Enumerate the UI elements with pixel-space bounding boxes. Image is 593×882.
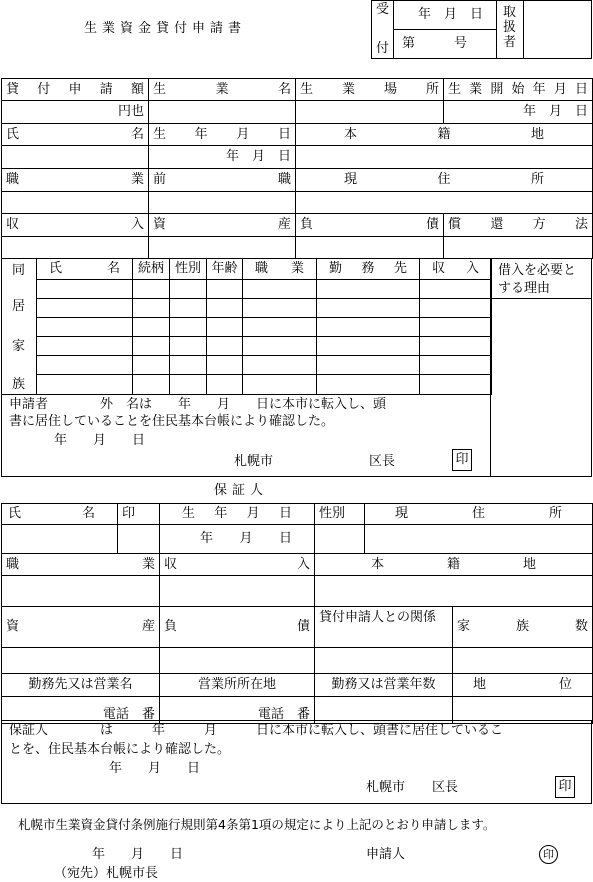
label-business-name: 生業名 <box>149 79 296 101</box>
g-label-debt: 負債 <box>160 607 315 648</box>
address-field[interactable] <box>296 192 593 214</box>
label-honseki: 本籍地 <box>296 124 593 146</box>
receipt-tsuki: 付 <box>376 41 390 56</box>
label-debt: 負債 <box>296 214 444 237</box>
birthdate-field[interactable]: 年 月 日 <box>149 146 296 169</box>
label-occupation: 職業 <box>2 169 149 192</box>
receipt-handler: 取扱者 <box>503 5 517 50</box>
applicant-seal-circle: 印 <box>539 845 558 864</box>
applicant-signature-label: 申請人 <box>366 847 406 862</box>
debt-field[interactable] <box>296 237 444 259</box>
addressee: （宛先）札幌市長 <box>54 866 159 881</box>
g-label-income: 収入 <box>160 554 315 576</box>
business-start-field[interactable]: 年 月 日 <box>444 101 593 124</box>
previous-job-field[interactable] <box>149 192 296 214</box>
g-occupation-field[interactable] <box>2 576 160 607</box>
label-business-place: 生業場所 <box>296 79 444 101</box>
g-workplace-phone[interactable]: 電話 番 <box>2 697 160 724</box>
label-name: 氏名 <box>2 124 149 146</box>
g-label-name: 氏 名 <box>2 504 118 525</box>
family-header-income: 収入 <box>420 259 492 280</box>
form-title: 生業資金貸付申請書 <box>84 21 247 36</box>
g-assets-field[interactable] <box>2 648 160 674</box>
applicant-residence-line2: 書に居住していることを住民基本台帳により確認した。 <box>9 414 335 429</box>
guarantor-ward-seal: 印 <box>555 776 575 798</box>
family-header-workplace: 勤務先 <box>317 259 420 280</box>
g-label-position: 地位 <box>453 674 593 697</box>
family-header-relation: 続柄 <box>133 259 170 280</box>
family-row[interactable] <box>37 337 492 356</box>
income-field[interactable] <box>2 237 149 259</box>
g-label-occupation: 職業 <box>2 554 160 576</box>
g-income-field[interactable] <box>160 576 315 607</box>
applicant-ward-head: 区長 <box>369 454 396 469</box>
name-field[interactable] <box>2 146 149 169</box>
guarantor-ward-head: 区長 <box>432 780 459 795</box>
applicant-city: 札幌市 <box>234 454 274 469</box>
g-label-address: 現住所 <box>365 504 593 525</box>
g-honseki-field[interactable] <box>315 576 593 607</box>
g-label-birthdate: 生年月日 <box>160 504 315 525</box>
family-row[interactable] <box>37 280 492 299</box>
label-loan-amount: 貸付申請額 <box>2 79 149 101</box>
guarantor-table <box>1 503 593 724</box>
family-table <box>36 258 492 395</box>
family-row[interactable] <box>37 318 492 337</box>
family-row[interactable] <box>37 299 492 318</box>
g-sex-field[interactable] <box>315 525 365 554</box>
guarantor-title: 保証人 <box>214 483 269 498</box>
family-side-label: 同 居 家 族 <box>12 263 26 392</box>
g-label-assets: 資産 <box>2 607 160 648</box>
family-header-name: 氏 名 <box>37 259 133 280</box>
receipt-number: 第 号 <box>402 36 468 51</box>
label-income: 収入 <box>2 214 149 237</box>
g-birthdate-field[interactable]: 年 月 日 <box>160 525 315 554</box>
g-label-relation: 貸付申請人との関係 <box>315 607 453 648</box>
family-header-sex: 性別 <box>170 259 207 280</box>
guarantor-residence-line2: とを、住民基本台帳により確認した。 <box>9 742 231 757</box>
label-birthdate: 生年月日 <box>149 124 296 146</box>
applicant-residence-line1: 申請者 外 名は 年 月 日に本市に転入し、頭 <box>9 397 387 412</box>
applicant-ward-seal: 印 <box>452 449 472 471</box>
g-label-family-count: 家族数 <box>453 607 593 648</box>
g-family-count-field[interactable] <box>453 648 593 674</box>
g-label-seal: 印 <box>118 504 160 525</box>
business-name-field[interactable] <box>149 101 296 124</box>
guarantor-residence-date: 年 月 日 <box>109 761 201 776</box>
loan-amount-field[interactable]: 円也 <box>2 101 149 124</box>
family-row[interactable] <box>37 375 492 395</box>
family-header-age: 年齢 <box>207 259 243 280</box>
g-name-field[interactable] <box>2 525 118 554</box>
g-label-honseki: 本籍地 <box>315 554 593 576</box>
g-office-phone[interactable]: 電話 番 <box>160 697 315 724</box>
assets-field[interactable] <box>149 237 296 259</box>
label-repayment: 償還方法 <box>444 214 593 237</box>
application-date[interactable]: 年 月 日 <box>92 847 184 862</box>
applicant-residence-date: 年 月 日 <box>54 433 146 448</box>
family-header-job: 職業 <box>243 259 317 280</box>
reason-label: 借入を必要とする理由 <box>498 263 577 296</box>
repayment-field[interactable] <box>444 237 593 259</box>
label-business-start: 生業開始年月日 <box>444 79 593 101</box>
g-seal-field[interactable] <box>118 525 160 554</box>
label-address: 現住所 <box>296 169 593 192</box>
receipt-date: 年 月 日 <box>418 7 484 22</box>
guarantor-residence-line1: 保証人 は 年 月 日に本市に転入し、頭書に居住しているこ <box>9 723 504 738</box>
g-address-field[interactable] <box>365 525 593 554</box>
guarantor-city: 札幌市 <box>366 780 406 795</box>
g-relation-field[interactable] <box>315 648 453 674</box>
business-place-field[interactable] <box>296 101 444 124</box>
application-statement: 札幌市生業資金貸付条例施行規則第4条第1項の規定により上記のとおり申請します。 <box>18 817 496 832</box>
g-label-years: 勤務又は営業年数 <box>315 674 453 697</box>
g-label-sex: 性別 <box>315 504 365 525</box>
label-assets: 資産 <box>149 214 296 237</box>
honseki-field[interactable] <box>296 146 593 169</box>
g-debt-field[interactable] <box>160 648 315 674</box>
g-label-office-address: 営業所所在地 <box>160 674 315 697</box>
applicant-table <box>1 78 593 259</box>
family-row[interactable] <box>37 356 492 375</box>
label-previous-job: 前職 <box>149 169 296 192</box>
receipt-uke: 受 <box>376 2 390 17</box>
occupation-field[interactable] <box>2 192 149 214</box>
g-label-workplace: 勤務先又は営業名 <box>2 674 160 697</box>
